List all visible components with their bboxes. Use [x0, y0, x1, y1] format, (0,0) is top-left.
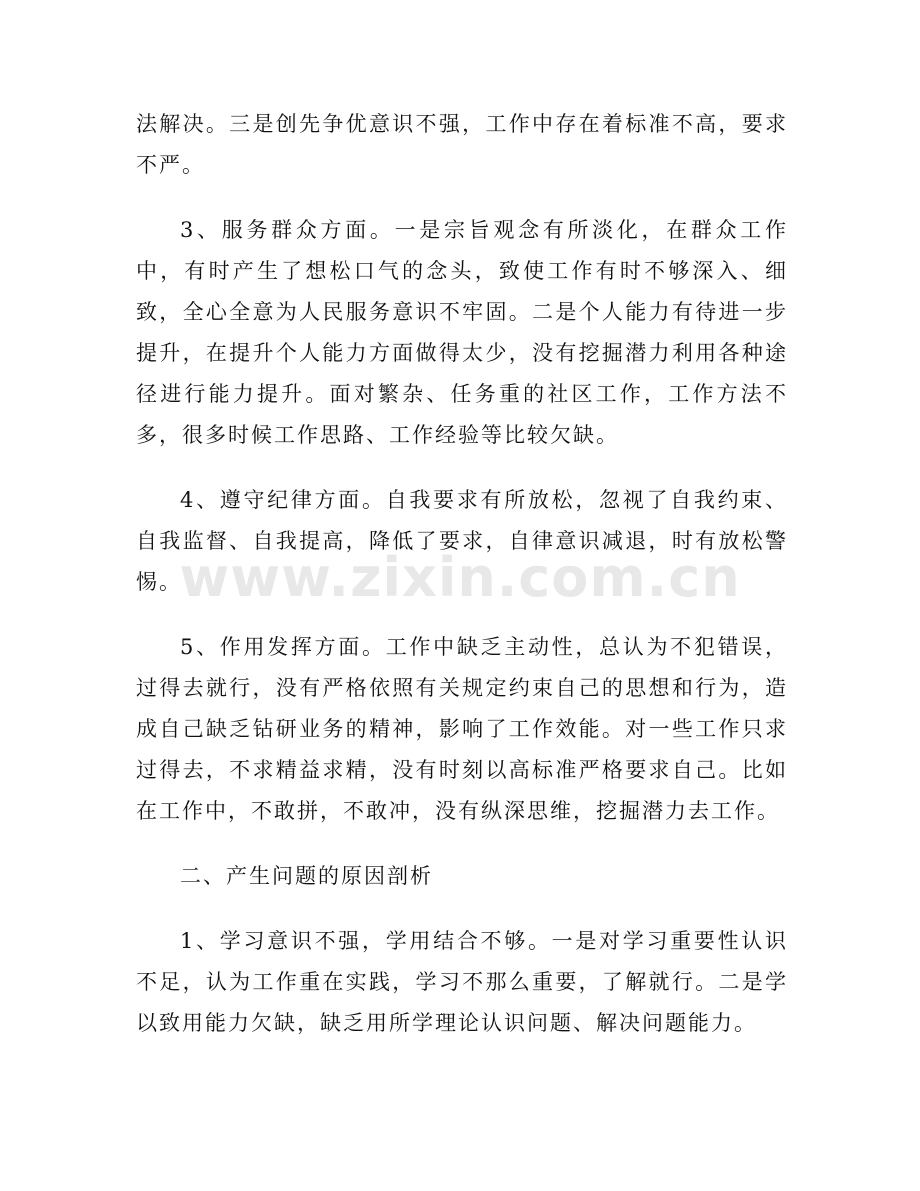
paragraph-role-play: 5、作用发挥方面。工作中缺乏主动性，总认为不犯错误，过得去就行，没有严格依照有关规定约束自己的思想和行为，造成自己缺乏钻研业务的精神，影响了工作效能。对一些工作只求过得去，不求精益求精，没有时刻以高标准严格要求自己。比如在工作中，不敢拼，不敢冲，没有纵深思维，挖掘潜力去工作。	[136, 635, 788, 823]
section-heading-cause-analysis: 二、产生问题的原因剖析	[180, 864, 433, 888]
paragraph-study-awareness: 1、学习意识不强，学用结合不够。一是对学习重要性认识不足，认为工作重在实践，学习不那么重要，了解就行。二是学以致用能力欠缺，缺乏用所学理论认识问题、解决问题能力。	[136, 929, 788, 1035]
paragraph-discipline: 4、遵守纪律方面。自我要求有所放松，忽视了自我约束、自我监督、自我提高，降低了要求，自律意识减退，时有放松警惕。	[136, 488, 788, 594]
watermark: www.zixin.com.cn	[179, 546, 741, 609]
paragraph-service-masses: 3、服务群众方面。一是宗旨观念有所淡化，在群众工作中，有时产生了想松口气的念头，致使工作有时不够深入、细致，全心全意为人民服务意识不牢固。二是个人能力有待进一步提升，在提升个人能力方面做得太少，没有挖掘潜力利用各种途径进行能力提升。面对繁杂、任务重的社区工作，工作方法不多，很多时候工作思路、工作经验等比较欠缺。	[136, 218, 788, 447]
paragraph-continuation: 法解决。三是创先争优意识不强，工作中存在着标准不高，要求不严。	[136, 112, 788, 177]
document-body	[136, 104, 788, 1044]
